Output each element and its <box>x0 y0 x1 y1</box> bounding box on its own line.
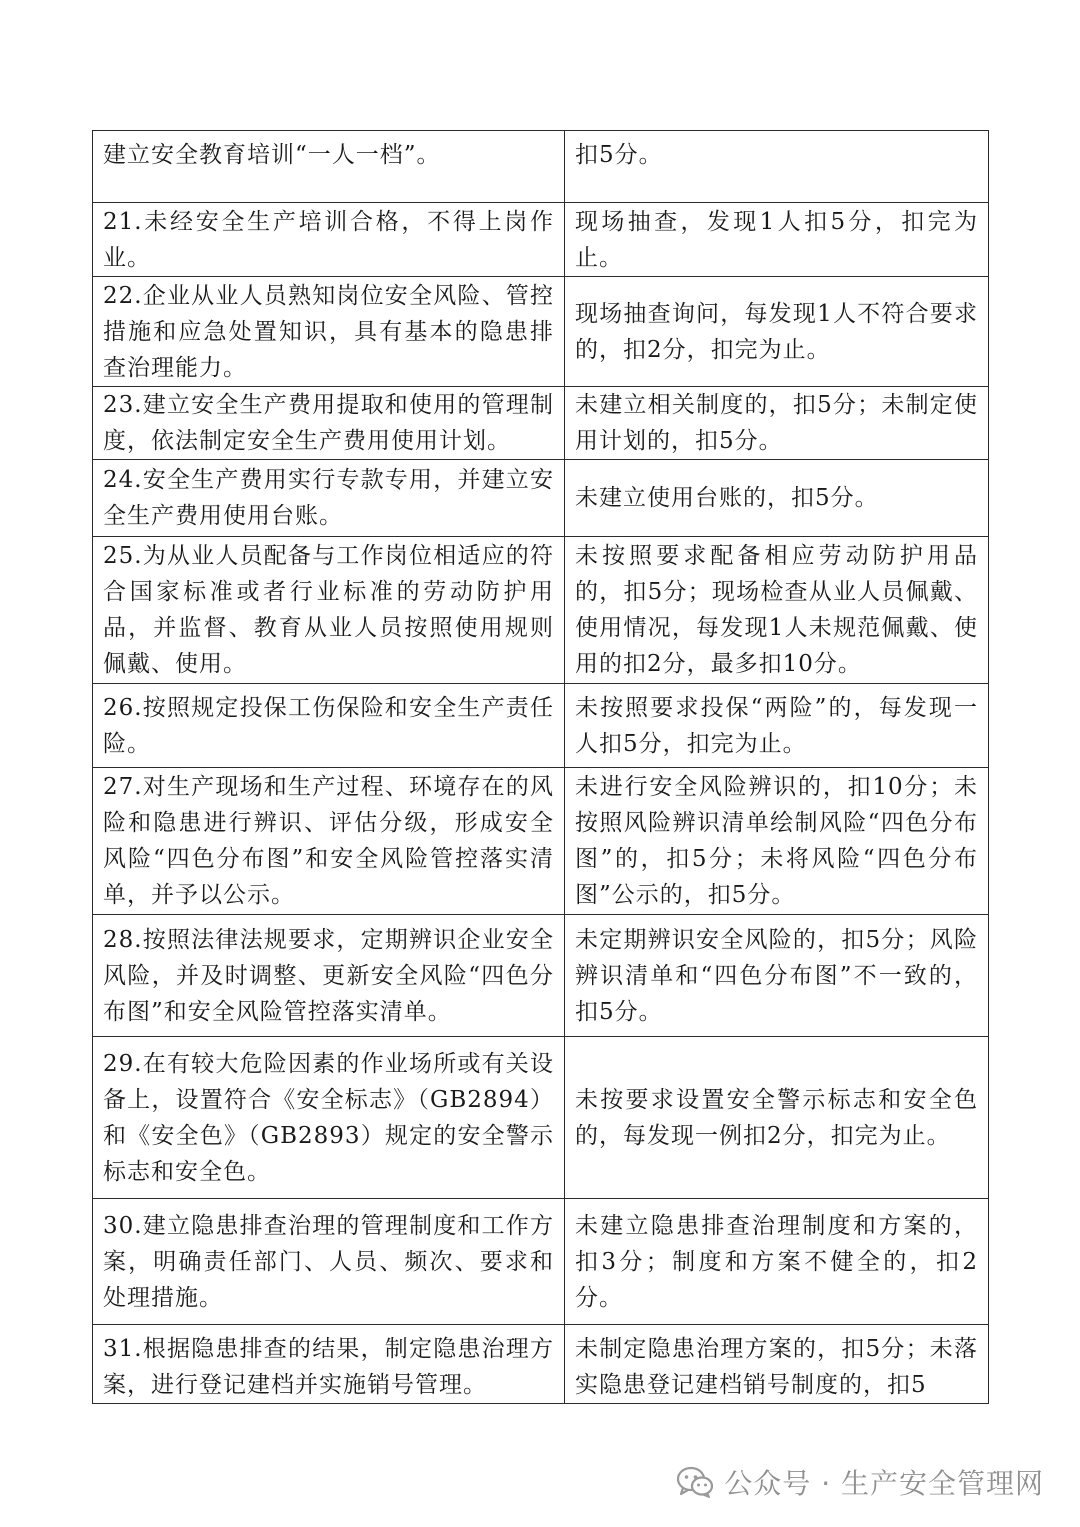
scoring-cell: 未制定隐患治理方案的，扣5分；未落实隐患登记建档销号制度的，扣5 <box>565 1325 989 1404</box>
wechat-icon <box>676 1465 714 1499</box>
table-row <box>93 915 989 1037</box>
scoring-cell: 未进行安全风险辨识的，扣10分；未按照风险辨识清单绘制风险“四色分布图”的，扣5分；未将风险“四色分布图”公示的，扣5分。 <box>565 768 989 915</box>
scoring-table <box>92 130 989 1404</box>
watermark-text: 公众号 · 生产安全管理网 <box>724 1467 1044 1500</box>
table-row <box>93 1199 989 1325</box>
table-row <box>93 131 989 203</box>
table-row <box>93 684 989 768</box>
scoring-cell: 未建立使用台账的，扣5分。 <box>565 460 989 537</box>
table-row <box>93 1037 989 1199</box>
table-row <box>93 1325 989 1404</box>
scoring-cell: 未建立隐患排查治理制度和方案的，扣3分；制度和方案不健全的，扣2分。 <box>565 1199 989 1325</box>
requirement-cell: 25.为从业人员配备与工作岗位相适应的符合国家标准或者行业标准的劳动防护用品，并监督、教育从业人员按照使用规则佩戴、使用。 <box>93 537 565 684</box>
requirement-cell: 27.对生产现场和生产过程、环境存在的风险和隐患进行辨识、评估分级，形成安全风险“四色分布图”和安全风险管控落实清单，并予以公示。 <box>93 768 565 915</box>
table-row <box>93 277 989 387</box>
requirement-cell: 23.建立安全生产费用提取和使用的管理制度，依法制定安全生产费用使用计划。 <box>93 387 565 460</box>
scoring-cell: 未按照要求配备相应劳动防护用品的，扣5分；现场检查从业人员佩戴、使用情况，每发现1人未规范佩戴、使用的扣2分，最多扣10分。 <box>565 537 989 684</box>
table-row <box>93 768 989 915</box>
scoring-cell: 未定期辨识安全风险的，扣5分；风险辨识清单和“四色分布图”不一致的，扣5分。 <box>565 915 989 1037</box>
scoring-cell: 现场抽查，发现1人扣5分，扣完为止。 <box>565 203 989 277</box>
requirement-cell: 22.企业从业人员熟知岗位安全风险、管控措施和应急处置知识，具有基本的隐患排查治理能力。 <box>93 277 565 387</box>
requirement-cell: 29.在有较大危险因素的作业场所或有关设备上，设置符合《安全标志》（GB2894）和《安全色》（GB2893）规定的安全警示标志和安全色。 <box>93 1037 565 1199</box>
requirement-cell: 24.安全生产费用实行专款专用，并建立安全生产费用使用台账。 <box>93 460 565 537</box>
requirement-cell: 30.建立隐患排查治理的管理制度和工作方案，明确责任部门、人员、频次、要求和处理措施。 <box>93 1199 565 1325</box>
scoring-cell: 扣5分。 <box>565 131 989 203</box>
scoring-cell: 未按要求设置安全警示标志和安全色的，每发现一例扣2分，扣完为止。 <box>565 1037 989 1199</box>
table-row <box>93 203 989 277</box>
scoring-cell: 现场抽查询问，每发现1人不符合要求的，扣2分，扣完为止。 <box>565 277 989 387</box>
table-row <box>93 460 989 537</box>
table-row <box>93 387 989 460</box>
requirement-cell: 建立安全教育培训“一人一档”。 <box>93 131 565 203</box>
table-row <box>93 537 989 684</box>
scoring-cell: 未建立相关制度的，扣5分；未制定使用计划的，扣5分。 <box>565 387 989 460</box>
requirement-cell: 21.未经安全生产培训合格，不得上岗作业。 <box>93 203 565 277</box>
requirement-cell: 26.按照规定投保工伤保险和安全生产责任险。 <box>93 684 565 768</box>
requirement-cell: 31.根据隐患排查的结果，制定隐患治理方案，进行登记建档并实施销号管理。 <box>93 1325 565 1404</box>
scoring-cell: 未按照要求投保“两险”的，每发现一人扣5分，扣完为止。 <box>565 684 989 768</box>
requirement-cell: 28.按照法律法规要求，定期辨识企业安全风险，并及时调整、更新安全风险“四色分布图”和安全风险管控落实清单。 <box>93 915 565 1037</box>
watermark <box>676 1462 1044 1502</box>
